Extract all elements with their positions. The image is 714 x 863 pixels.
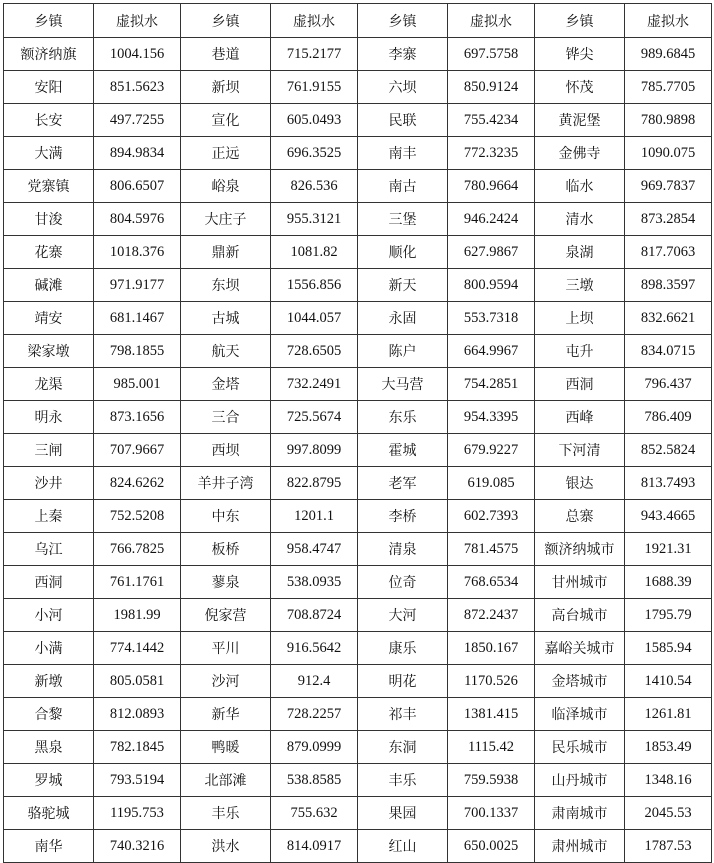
town-cell: 正远 — [181, 137, 271, 170]
town-cell: 安阳 — [4, 71, 94, 104]
virtual-water-cell: 1201.1 — [271, 500, 358, 533]
town-cell: 倪家营 — [181, 599, 271, 632]
table-row — [4, 764, 712, 797]
town-cell: 党寨镇 — [4, 170, 94, 203]
town-cell: 碱滩 — [4, 269, 94, 302]
town-cell: 下河清 — [535, 434, 625, 467]
virtual-water-cell: 800.9594 — [448, 269, 535, 302]
town-cell: 大庄子 — [181, 203, 271, 236]
virtual-water-cell: 1195.753 — [94, 797, 181, 830]
virtual-water-cell: 679.9227 — [448, 434, 535, 467]
table-row — [4, 38, 712, 71]
header-virtual-water: 虚拟水 — [271, 4, 358, 38]
town-cell: 平川 — [181, 632, 271, 665]
virtual-water-cell: 1787.53 — [625, 830, 712, 863]
virtual-water-cell: 700.1337 — [448, 797, 535, 830]
town-cell: 霍城 — [358, 434, 448, 467]
table-row — [4, 830, 712, 863]
town-cell: 南华 — [4, 830, 94, 863]
table-row — [4, 269, 712, 302]
virtual-water-cell: 1688.39 — [625, 566, 712, 599]
virtual-water-cell: 732.2491 — [271, 368, 358, 401]
virtual-water-cell: 1921.31 — [625, 533, 712, 566]
town-cell: 东洞 — [358, 731, 448, 764]
town-cell: 西洞 — [535, 368, 625, 401]
virtual-water-cell: 812.0893 — [94, 698, 181, 731]
town-cell: 金塔 — [181, 368, 271, 401]
table-row — [4, 632, 712, 665]
virtual-water-cell: 755.632 — [271, 797, 358, 830]
virtual-water-cell: 761.1761 — [94, 566, 181, 599]
virtual-water-cell: 1044.057 — [271, 302, 358, 335]
virtual-water-cell: 780.9898 — [625, 104, 712, 137]
town-cell: 北部滩 — [181, 764, 271, 797]
virtual-water-cell: 2045.53 — [625, 797, 712, 830]
table-row — [4, 533, 712, 566]
virtual-water-cell: 852.5824 — [625, 434, 712, 467]
header-virtual-water: 虚拟水 — [625, 4, 712, 38]
virtual-water-cell: 785.7705 — [625, 71, 712, 104]
virtual-water-cell: 916.5642 — [271, 632, 358, 665]
town-cell: 梁家墩 — [4, 335, 94, 368]
town-cell: 新天 — [358, 269, 448, 302]
town-cell: 蓼泉 — [181, 566, 271, 599]
town-cell: 肃州城市 — [535, 830, 625, 863]
virtual-water-cell: 813.7493 — [625, 467, 712, 500]
virtual-water-cell: 793.5194 — [94, 764, 181, 797]
virtual-water-cell: 872.2437 — [448, 599, 535, 632]
table-row — [4, 434, 712, 467]
virtual-water-cell: 759.5938 — [448, 764, 535, 797]
table-row — [4, 500, 712, 533]
virtual-water-cell: 850.9124 — [448, 71, 535, 104]
town-cell: 李桥 — [358, 500, 448, 533]
virtual-water-cell: 826.536 — [271, 170, 358, 203]
town-cell: 额济纳城市 — [535, 533, 625, 566]
town-cell: 花寨 — [4, 236, 94, 269]
virtual-water-cell: 728.6505 — [271, 335, 358, 368]
virtual-water-cell: 619.085 — [448, 467, 535, 500]
virtual-water-cell: 782.1845 — [94, 731, 181, 764]
virtual-water-cell: 873.1656 — [94, 401, 181, 434]
town-cell: 板桥 — [181, 533, 271, 566]
town-cell: 大马营 — [358, 368, 448, 401]
town-cell: 东坝 — [181, 269, 271, 302]
virtual-water-cell: 602.7393 — [448, 500, 535, 533]
town-cell: 总寨 — [535, 500, 625, 533]
town-cell: 李寨 — [358, 38, 448, 71]
virtual-water-cell: 1115.42 — [448, 731, 535, 764]
town-cell: 黑泉 — [4, 731, 94, 764]
table-row — [4, 203, 712, 236]
table-row — [4, 731, 712, 764]
town-cell: 罗城 — [4, 764, 94, 797]
header-town: 乡镇 — [4, 4, 94, 38]
virtual-water-cell: 766.7825 — [94, 533, 181, 566]
town-cell: 新墩 — [4, 665, 94, 698]
town-cell: 黄泥堡 — [535, 104, 625, 137]
virtual-water-cell: 538.0935 — [271, 566, 358, 599]
town-cell: 祁丰 — [358, 698, 448, 731]
virtual-water-cell: 824.6262 — [94, 467, 181, 500]
town-cell: 龙渠 — [4, 368, 94, 401]
town-cell: 合黎 — [4, 698, 94, 731]
virtual-water-cell: 1081.82 — [271, 236, 358, 269]
virtual-water-cell: 997.8099 — [271, 434, 358, 467]
town-cell: 峪泉 — [181, 170, 271, 203]
virtual-water-cell: 804.5976 — [94, 203, 181, 236]
table-row — [4, 401, 712, 434]
town-cell: 三合 — [181, 401, 271, 434]
virtual-water-cell: 1018.376 — [94, 236, 181, 269]
virtual-water-cell: 1853.49 — [625, 731, 712, 764]
town-cell: 沙井 — [4, 467, 94, 500]
table-row — [4, 797, 712, 830]
virtual-water-cell: 898.3597 — [625, 269, 712, 302]
town-cell: 甘州城市 — [535, 566, 625, 599]
virtual-water-cell: 664.9967 — [448, 335, 535, 368]
table-row — [4, 665, 712, 698]
table-row — [4, 170, 712, 203]
town-cell: 羊井子湾 — [181, 467, 271, 500]
virtual-water-cell: 497.7255 — [94, 104, 181, 137]
town-cell: 靖安 — [4, 302, 94, 335]
town-cell: 古城 — [181, 302, 271, 335]
town-cell: 中东 — [181, 500, 271, 533]
town-cell: 航天 — [181, 335, 271, 368]
virtual-water-cell: 781.4575 — [448, 533, 535, 566]
virtual-water-cell: 946.2424 — [448, 203, 535, 236]
virtual-water-cell: 814.0917 — [271, 830, 358, 863]
virtual-water-cell: 681.1467 — [94, 302, 181, 335]
virtual-water-cell: 605.0493 — [271, 104, 358, 137]
town-cell: 新华 — [181, 698, 271, 731]
virtual-water-cell: 1410.54 — [625, 665, 712, 698]
virtual-water-cell: 912.4 — [271, 665, 358, 698]
virtual-water-cell: 627.9867 — [448, 236, 535, 269]
table-row — [4, 236, 712, 269]
town-cell: 山丹城市 — [535, 764, 625, 797]
virtual-water-cell: 768.6534 — [448, 566, 535, 599]
town-cell: 银达 — [535, 467, 625, 500]
virtual-water-cell: 955.3121 — [271, 203, 358, 236]
virtual-water-cell: 796.437 — [625, 368, 712, 401]
table-row — [4, 137, 712, 170]
virtual-water-cell: 851.5623 — [94, 71, 181, 104]
virtual-water-cell: 834.0715 — [625, 335, 712, 368]
town-cell: 临泽城市 — [535, 698, 625, 731]
town-cell: 高台城市 — [535, 599, 625, 632]
virtual-water-cell: 761.9155 — [271, 71, 358, 104]
town-cell: 临水 — [535, 170, 625, 203]
virtual-water-cell: 1261.81 — [625, 698, 712, 731]
town-cell: 鼎新 — [181, 236, 271, 269]
town-cell: 长安 — [4, 104, 94, 137]
virtual-water-cell: 798.1855 — [94, 335, 181, 368]
table-row — [4, 302, 712, 335]
table-row — [4, 104, 712, 137]
virtual-water-cell: 755.4234 — [448, 104, 535, 137]
town-cell: 金佛寺 — [535, 137, 625, 170]
town-cell: 西洞 — [4, 566, 94, 599]
town-cell: 嘉峪关城市 — [535, 632, 625, 665]
town-cell: 丰乐 — [358, 764, 448, 797]
virtual-water-cell: 780.9664 — [448, 170, 535, 203]
town-cell: 洪水 — [181, 830, 271, 863]
virtual-water-cell: 1795.79 — [625, 599, 712, 632]
town-cell: 明花 — [358, 665, 448, 698]
virtual-water-cell: 1348.16 — [625, 764, 712, 797]
virtual-water-cell: 1981.99 — [94, 599, 181, 632]
header-virtual-water: 虚拟水 — [448, 4, 535, 38]
virtual-water-cell: 774.1442 — [94, 632, 181, 665]
virtual-water-cell: 650.0025 — [448, 830, 535, 863]
town-cell: 铧尖 — [535, 38, 625, 71]
virtual-water-table — [3, 3, 712, 863]
virtual-water-cell: 971.9177 — [94, 269, 181, 302]
virtual-water-cell: 985.001 — [94, 368, 181, 401]
town-cell: 肃南城市 — [535, 797, 625, 830]
header-town: 乡镇 — [358, 4, 448, 38]
virtual-water-cell: 1170.526 — [448, 665, 535, 698]
town-cell: 上坝 — [535, 302, 625, 335]
town-cell: 西峰 — [535, 401, 625, 434]
town-cell: 民联 — [358, 104, 448, 137]
town-cell: 新坝 — [181, 71, 271, 104]
town-cell: 甘浚 — [4, 203, 94, 236]
town-cell: 小满 — [4, 632, 94, 665]
virtual-water-cell: 832.6621 — [625, 302, 712, 335]
virtual-water-cell: 728.2257 — [271, 698, 358, 731]
town-cell: 沙河 — [181, 665, 271, 698]
header-town: 乡镇 — [181, 4, 271, 38]
virtual-water-cell: 817.7063 — [625, 236, 712, 269]
town-cell: 陈户 — [358, 335, 448, 368]
town-cell: 东乐 — [358, 401, 448, 434]
town-cell: 巷道 — [181, 38, 271, 71]
town-cell: 顺化 — [358, 236, 448, 269]
town-cell: 大河 — [358, 599, 448, 632]
town-cell: 丰乐 — [181, 797, 271, 830]
town-cell: 大满 — [4, 137, 94, 170]
virtual-water-cell: 725.5674 — [271, 401, 358, 434]
virtual-water-cell: 879.0999 — [271, 731, 358, 764]
virtual-water-cell: 752.5208 — [94, 500, 181, 533]
virtual-water-cell: 740.3216 — [94, 830, 181, 863]
town-cell: 康乐 — [358, 632, 448, 665]
virtual-water-cell: 754.2851 — [448, 368, 535, 401]
virtual-water-cell: 707.9667 — [94, 434, 181, 467]
town-cell: 清泉 — [358, 533, 448, 566]
table-row — [4, 467, 712, 500]
table-row — [4, 566, 712, 599]
virtual-water-cell: 1381.415 — [448, 698, 535, 731]
virtual-water-cell: 708.8724 — [271, 599, 358, 632]
table-row — [4, 368, 712, 401]
town-cell: 果园 — [358, 797, 448, 830]
town-cell: 小河 — [4, 599, 94, 632]
town-cell: 额济纳旗 — [4, 38, 94, 71]
virtual-water-cell: 697.5758 — [448, 38, 535, 71]
town-cell: 西坝 — [181, 434, 271, 467]
town-cell: 三墩 — [535, 269, 625, 302]
town-cell: 清水 — [535, 203, 625, 236]
virtual-water-cell: 822.8795 — [271, 467, 358, 500]
header-virtual-water: 虚拟水 — [94, 4, 181, 38]
virtual-water-cell: 1556.856 — [271, 269, 358, 302]
town-cell: 上秦 — [4, 500, 94, 533]
virtual-water-cell: 1004.156 — [94, 38, 181, 71]
header-row — [4, 4, 712, 38]
virtual-water-cell: 969.7837 — [625, 170, 712, 203]
town-cell: 红山 — [358, 830, 448, 863]
virtual-water-cell: 894.9834 — [94, 137, 181, 170]
virtual-water-cell: 715.2177 — [271, 38, 358, 71]
virtual-water-cell: 538.8585 — [271, 764, 358, 797]
virtual-water-cell: 553.7318 — [448, 302, 535, 335]
table-row — [4, 599, 712, 632]
virtual-water-cell: 989.6845 — [625, 38, 712, 71]
town-cell: 宣化 — [181, 104, 271, 137]
virtual-water-cell: 772.3235 — [448, 137, 535, 170]
town-cell: 泉湖 — [535, 236, 625, 269]
town-cell: 骆驼城 — [4, 797, 94, 830]
table-body — [4, 38, 712, 863]
virtual-water-cell: 805.0581 — [94, 665, 181, 698]
virtual-water-cell: 786.409 — [625, 401, 712, 434]
virtual-water-cell: 943.4665 — [625, 500, 712, 533]
virtual-water-cell: 873.2854 — [625, 203, 712, 236]
virtual-water-cell: 696.3525 — [271, 137, 358, 170]
header-town: 乡镇 — [535, 4, 625, 38]
virtual-water-cell: 1585.94 — [625, 632, 712, 665]
table-row — [4, 698, 712, 731]
town-cell: 鸭暖 — [181, 731, 271, 764]
virtual-water-cell: 958.4747 — [271, 533, 358, 566]
town-cell: 位奇 — [358, 566, 448, 599]
town-cell: 怀茂 — [535, 71, 625, 104]
town-cell: 乌江 — [4, 533, 94, 566]
town-cell: 三堡 — [358, 203, 448, 236]
town-cell: 老军 — [358, 467, 448, 500]
table-row — [4, 71, 712, 104]
virtual-water-cell: 1090.075 — [625, 137, 712, 170]
town-cell: 屯升 — [535, 335, 625, 368]
town-cell: 民乐城市 — [535, 731, 625, 764]
town-cell: 南古 — [358, 170, 448, 203]
town-cell: 南丰 — [358, 137, 448, 170]
virtual-water-cell: 954.3395 — [448, 401, 535, 434]
town-cell: 明永 — [4, 401, 94, 434]
table-row — [4, 335, 712, 368]
town-cell: 永固 — [358, 302, 448, 335]
virtual-water-cell: 1850.167 — [448, 632, 535, 665]
town-cell: 三闸 — [4, 434, 94, 467]
virtual-water-cell: 806.6507 — [94, 170, 181, 203]
town-cell: 六坝 — [358, 71, 448, 104]
town-cell: 金塔城市 — [535, 665, 625, 698]
